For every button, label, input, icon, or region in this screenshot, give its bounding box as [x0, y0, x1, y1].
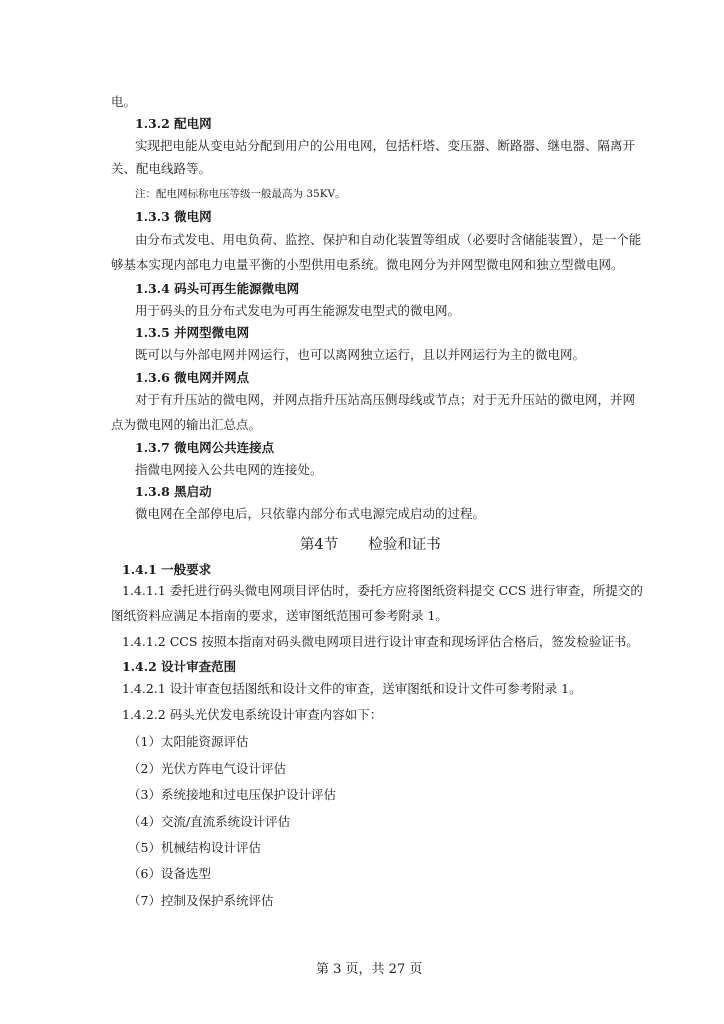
heading-1-3-8: 1.3.8 黑启动	[135, 484, 212, 499]
paragraph-line: 实现把电能从变电站分配到用户的公用电网，包括杆塔、变压器、断路器、继电器、隔离开	[135, 138, 636, 153]
paragraph-line: 1.4.1.1 委托进行码头微电网项目评估时，委托方应将图纸资料提交 CCS 进行审查，所提交的	[122, 583, 643, 598]
paragraph-line: 指微电网接入公共电网的连接处。	[135, 462, 323, 477]
paragraph-line: 由分布式发电、用电负荷、监控、保护和自动化装置等组成（必要时含储能装置），是一个能	[135, 232, 642, 247]
heading-1-3-5: 1.3.5 并网型微电网	[135, 325, 250, 340]
heading-1-3-2: 1.3.2 配电网	[135, 116, 212, 131]
note-line: 注：配电网标称电压等级一般最高为 35KV。	[135, 188, 346, 200]
list-item: （2）光伏方阵电气设计评估	[128, 761, 286, 776]
list-item: （5）机械结构设计评估	[128, 840, 261, 855]
section-title	[300, 537, 441, 553]
paragraph-line: 1.4.2.2 码头光伏发电系统设计审查内容如下：	[122, 707, 383, 722]
paragraph-line: 图纸资料应满足本指南的要求，送审图纸范围可参考附录 1。	[111, 608, 448, 623]
list-item: （7）控制及保护系统评估	[128, 893, 274, 908]
list-item: （4）交流/直流系统设计评估	[128, 814, 291, 829]
paragraph-line: 对于有升压站的微电网，并网点指升压站高压侧母线或节点；对于无升压站的微电网，并网	[135, 392, 636, 407]
list-item: （3）系统接地和过电压保护设计评估	[128, 787, 336, 802]
paragraph-line: 1.4.1.2 CCS 按照本指南对码头微电网项目进行设计审查和现场评估合格后，签发检验证书。	[122, 634, 639, 649]
paragraph-line: 够基本实现内部电力电量平衡的小型供用电系统。微电网分为并网型微电网和独立型微电网。	[111, 257, 624, 272]
heading-1-3-4: 1.3.4 码头可再生能源微电网	[135, 281, 300, 296]
section-number: 第4节	[300, 537, 339, 553]
paragraph-line: 用于码头的且分布式发电为可再生能源发电型式的微电网。	[135, 303, 461, 318]
heading-1-4-1: 1.4.1 一般要求	[122, 562, 212, 577]
list-item: （6）设备选型	[128, 866, 211, 881]
heading-1-3-7: 1.3.7 微电网公共连接点	[135, 440, 275, 455]
paragraph-line: 既可以与外部电网并网运行，也可以离网独立运行，且以并网运行为主的微电网。	[135, 347, 586, 362]
section-name: 检验和证书	[368, 537, 441, 553]
list-item: （1）太阳能资源评估	[128, 734, 249, 749]
paragraph-line: 电。	[111, 94, 137, 109]
heading-1-4-2: 1.4.2 设计审查范围	[122, 659, 237, 674]
page-footer: 第 3 页，共 27 页	[316, 962, 423, 977]
heading-1-3-6: 1.3.6 微电网并网点	[135, 370, 250, 385]
paragraph-line: 关、配电线路等。	[111, 161, 212, 176]
paragraph-line: 1.4.2.1 设计审查包括图纸和设计文件的审查，送审图纸和设计文件可参考附录 1。	[122, 681, 582, 696]
paragraph-line: 点为微电网的输出汇总点。	[111, 417, 262, 432]
paragraph-line: 微电网在全部停电后，只依靠内部分布式电源完成启动的过程。	[135, 506, 486, 521]
heading-1-3-3: 1.3.3 微电网	[135, 209, 212, 224]
